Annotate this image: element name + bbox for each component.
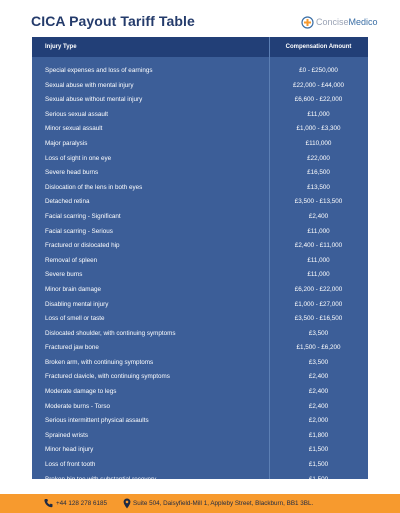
table-row: [32, 458, 368, 473]
injury-type-cell: Dislocated shoulder, with continuing symptoms: [45, 329, 176, 337]
injury-type-cell: Broken arm, with continuing symptoms: [45, 358, 154, 366]
injury-type-cell: Fractured or dislocated hip: [45, 242, 120, 250]
table-row: [32, 341, 368, 356]
injury-type-cell: Facial scarring - Significant: [45, 212, 121, 220]
table-row: [32, 414, 368, 429]
table-row: [32, 166, 368, 181]
table-row: [32, 239, 368, 254]
compensation-amount-cell: £2,400: [308, 402, 329, 410]
table-header: [32, 37, 368, 57]
injury-type-cell: Serious intermittent physical assaults: [45, 417, 149, 425]
injury-type-cell: Detached retina: [45, 198, 90, 206]
compensation-amount-cell: £16,500: [307, 169, 330, 177]
table-row: [32, 298, 368, 313]
compensation-amount-cell: £3,500: [308, 329, 329, 337]
compensation-amount-cell: £11,000: [307, 256, 330, 264]
injury-type-cell: Sprained wrists: [45, 431, 89, 439]
table-row: [32, 137, 368, 152]
injury-type-cell: Minor sexual assault: [45, 125, 103, 133]
compensation-amount-cell: £1,500: [308, 475, 329, 483]
injury-type-cell: Loss of front tooth: [45, 461, 96, 469]
concise-medico-logo: [301, 15, 378, 29]
compensation-amount-cell: £1,500 - £6,200: [296, 344, 341, 352]
table-row: [32, 93, 368, 108]
compensation-amount-cell: £1,500: [308, 446, 329, 454]
phone-icon: [44, 498, 53, 508]
compensation-amount-cell: £11,000: [307, 271, 330, 279]
injury-type-cell: Disabling mental injury: [45, 300, 109, 308]
table-row: [32, 283, 368, 298]
table-row: [32, 400, 368, 415]
compensation-amount-cell: £6,200 - £22,000: [294, 285, 343, 293]
table-row: [32, 473, 368, 488]
compensation-amount-cell: £2,400: [308, 212, 329, 220]
compensation-amount-cell: £1,800: [308, 431, 329, 439]
logo-mark-icon: [301, 16, 314, 29]
compensation-amount-cell: £22,000: [307, 154, 330, 162]
table-row: [32, 443, 368, 458]
table-row: [32, 210, 368, 225]
footer-phone: +44 128 278 6185: [56, 500, 107, 507]
table-row: [32, 356, 368, 371]
compensation-amount-cell: £110,000: [305, 139, 332, 147]
header-injury-type: Injury Type: [45, 44, 77, 50]
injury-type-cell: Major paralysis: [45, 139, 88, 147]
compensation-amount-cell: £11,000: [307, 110, 330, 118]
injury-type-cell: Minor head injury: [45, 446, 94, 454]
logo-text-part2: Medico: [348, 17, 378, 27]
tariff-table: [32, 37, 368, 483]
compensation-amount-cell: £1,000 - £3,300: [296, 125, 341, 133]
injury-type-cell: Moderate damage to legs: [45, 388, 117, 396]
table-row: [32, 225, 368, 240]
table-row: [32, 64, 368, 79]
table-row: [32, 268, 368, 283]
table-row: [32, 108, 368, 123]
injury-type-cell: Broken big toe with substantial recovery: [45, 475, 157, 483]
table-row: [32, 254, 368, 269]
page-title: CICA Payout Tariff Table: [31, 13, 195, 29]
injury-type-cell: Sexual abuse without mental injury: [45, 96, 143, 104]
compensation-amount-cell: £3,500 - £16,500: [294, 315, 343, 323]
injury-type-cell: Fractured jaw bone: [45, 344, 99, 352]
compensation-amount-cell: £3,500 - £13,500: [294, 198, 343, 206]
injury-type-cell: Facial scarring - Serious: [45, 227, 113, 235]
compensation-amount-cell: £6,600 - £22,000: [294, 96, 343, 104]
compensation-amount-cell: £0 - £250,000: [299, 67, 338, 74]
header-compensation-amount: Compensation Amount: [285, 44, 352, 50]
injury-type-cell: Loss of sight in one eye: [45, 154, 112, 162]
injury-type-cell: Fractured clavicle, with continuing symptoms: [45, 373, 170, 381]
compensation-amount-cell: £22,000 - £44,000: [292, 81, 345, 89]
injury-type-cell: Serious sexual assault: [45, 110, 109, 118]
table-row: [32, 79, 368, 94]
compensation-amount-cell: £13,500: [307, 183, 330, 191]
compensation-amount-cell: £1,500: [308, 461, 329, 469]
footer-bar: [0, 494, 400, 513]
table-row: [32, 312, 368, 327]
location-pin-icon: [123, 498, 131, 509]
table-row: [32, 370, 368, 385]
injury-type-cell: Sexual abuse with mental injury: [45, 81, 134, 89]
compensation-amount-cell: £1,000 - £27,000: [294, 300, 343, 308]
compensation-amount-cell: £2,000: [308, 417, 329, 425]
injury-type-cell: Severe burns: [45, 271, 83, 279]
injury-type-cell: Removal of spleen: [45, 256, 98, 264]
table-row: [32, 122, 368, 137]
table-row: [32, 385, 368, 400]
table-body: [32, 64, 368, 487]
compensation-amount-cell: £2,400: [308, 388, 329, 396]
injury-type-cell: Dislocation of the lens in both eyes: [45, 183, 143, 191]
compensation-amount-cell: £2,400 - £11,000: [294, 242, 343, 250]
injury-type-cell: Loss of smell or taste: [45, 315, 105, 323]
injury-type-cell: Special expenses and loss of earnings: [45, 67, 153, 74]
logo-text: [316, 17, 378, 27]
table-row: [32, 195, 368, 210]
table-row: [32, 181, 368, 196]
compensation-amount-cell: £2,400: [308, 373, 329, 381]
footer-address: Suite 504, Daisyfield-Mill 1, Appleby Street, Blackburn, BB1 3BL.: [133, 500, 314, 507]
table-row: [32, 429, 368, 444]
injury-type-cell: Severe head burns: [45, 169, 99, 177]
table-row: [32, 152, 368, 167]
injury-type-cell: Minor brain damage: [45, 285, 102, 293]
compensation-amount-cell: £11,000: [307, 227, 330, 235]
table-row: [32, 327, 368, 342]
compensation-amount-cell: £3,500: [308, 358, 329, 366]
injury-type-cell: Moderate burns - Torso: [45, 402, 110, 410]
logo-text-part1: Concise: [316, 17, 349, 27]
